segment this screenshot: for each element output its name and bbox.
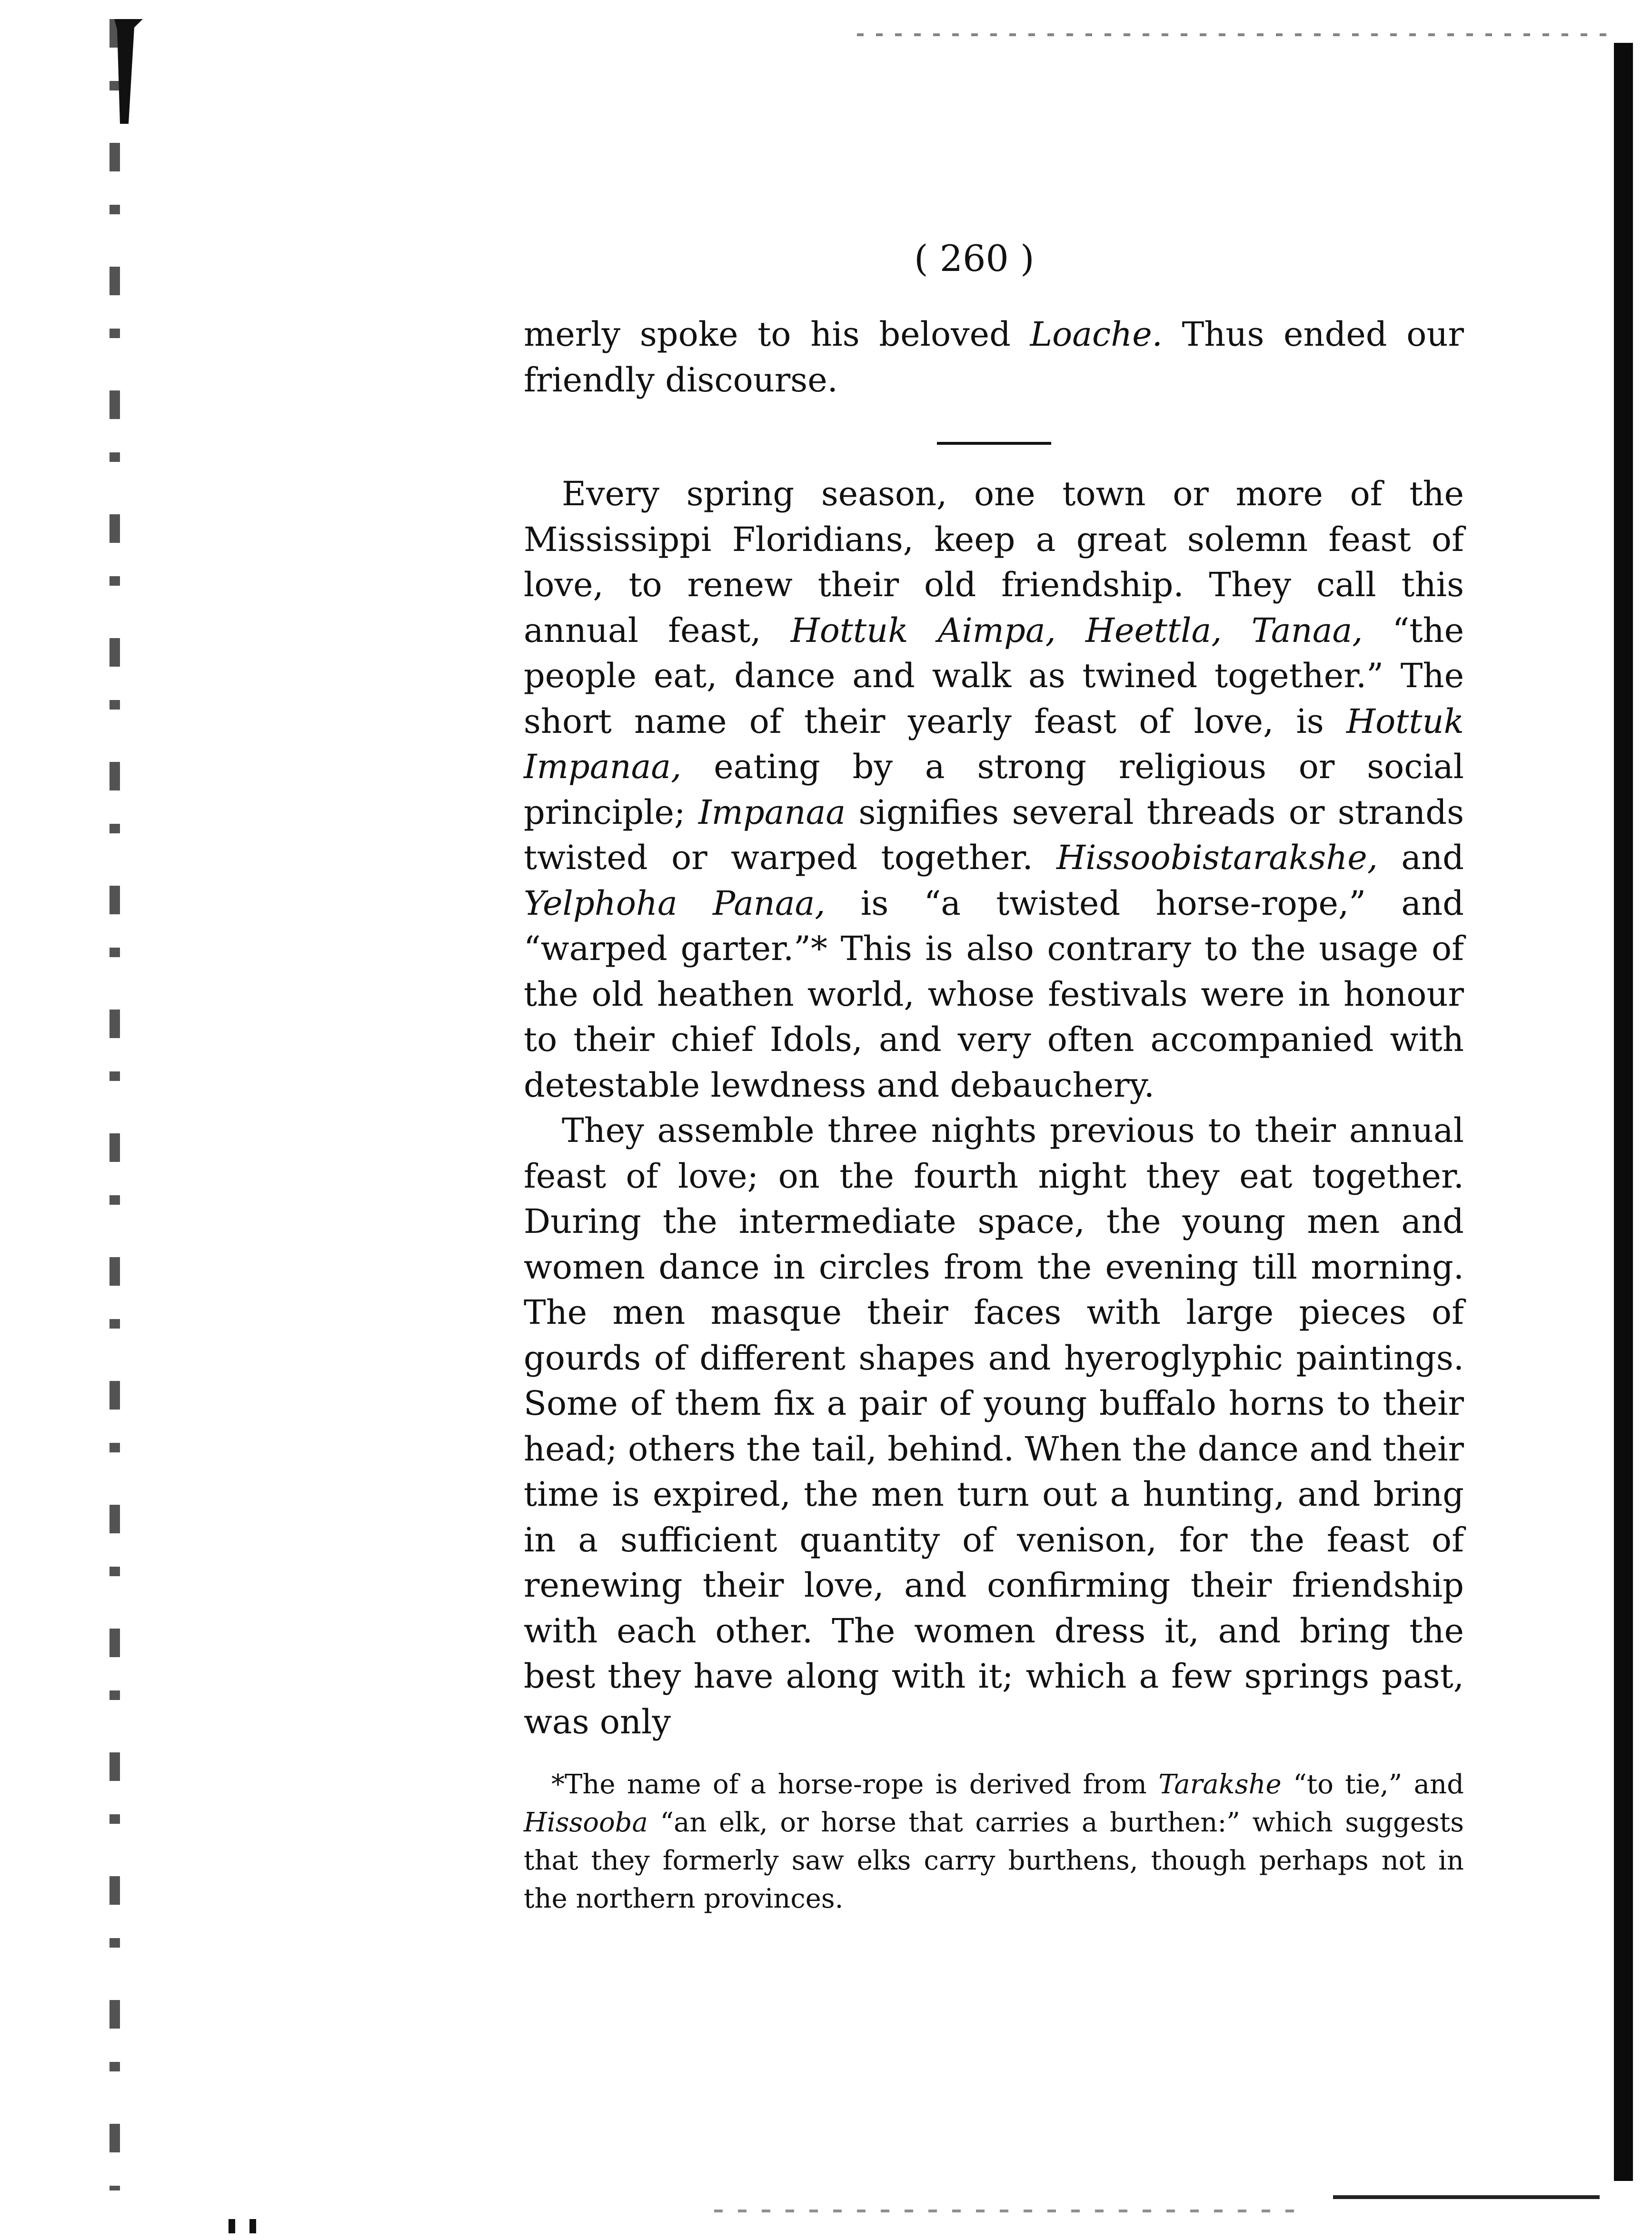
text-run: Thus ended our friendly discourse.: [524, 315, 1464, 400]
scan-bottom-ticks: [229, 2219, 262, 2233]
text-run: eating by a strong religious or social principle;: [524, 747, 1464, 832]
text-run: is “a twisted horse-rope,” and “warped garter.”* This is also contrary to the usage of the old heathen world, whose festivals were in honour to their chief Idols, and very often accompanied with detestable lewdness and debauchery.: [524, 883, 1464, 1105]
paragraph-assembly: [524, 1108, 1464, 1745]
text-run-italic: Yelphoha Panaa,: [524, 883, 826, 923]
paragraph-continuation: [524, 312, 1464, 403]
text-run: merly spoke to his beloved: [524, 315, 1030, 354]
text-run: *The name of a horse-rope is derived from: [551, 1769, 1159, 1800]
scan-bottom-rule: [1333, 2195, 1600, 2199]
text-run: Every spring season, one town or more of the Mississippi Floridians, keep a great solemn feast of love, to renew their old friendship. They call this annual feast,: [524, 474, 1464, 650]
scan-top-noise: [857, 33, 1609, 36]
scan-left-edge-artifact: [109, 19, 120, 2190]
text-run: signifies several threads or strands twisted or warped together.: [524, 792, 1464, 877]
text-run-italic: Hottuk Aimpa, Heettla, Tanaa,: [790, 610, 1363, 650]
text-run-italic: Tarakshe: [1158, 1769, 1282, 1800]
text-run: and: [1377, 838, 1464, 877]
paragraph-feast-of-love: [524, 471, 1464, 1108]
text-run-italic: Impanaa: [698, 792, 846, 832]
page-number: ( 260 ): [914, 237, 1035, 280]
text-run: They assemble three nights previous to their annual feast of love; on the fourth night they eat together. During the intermediate space, the young men and women dance in circles from the evening till morning. The men masque their faces with large pieces of gourds of different shapes and hyeroglyphic paintings. Some of them fix a pair of young buffalo horns to their head; others the tail, behind. When the dance and their time is expired, the men turn out a hunting, and bring in a sufficient quantity of venison, for the feast of renewing their love, and confirming their friendship with each other. The women dress it, and bring the best they have along with it; which a few springs past, was only: [524, 1111, 1464, 1741]
page-body: [524, 312, 1464, 1918]
text-run: “an elk, or horse that carries a burthen:” which suggests that they formerly saw elks carry burthens, though perhaps not in the northern provinces.: [524, 1807, 1464, 1914]
text-run-italic: Hottuk Impanaa,: [524, 701, 1464, 786]
text-run-italic: Hissoobistarakshe,: [1056, 838, 1378, 877]
section-separator: [937, 442, 1051, 445]
scan-bottom-noise: [714, 2210, 1309, 2212]
footnote: [524, 1766, 1464, 1918]
text-run-italic: Hissooba: [524, 1807, 648, 1838]
scan-right-edge-border: [1614, 43, 1633, 2181]
text-run: “the people eat, dance and walk as twined together.” The short name of their yearly feast of love, is: [524, 610, 1464, 741]
text-run-italic: Loache.: [1030, 315, 1163, 354]
text-run: “to tie,” and: [1281, 1769, 1464, 1800]
